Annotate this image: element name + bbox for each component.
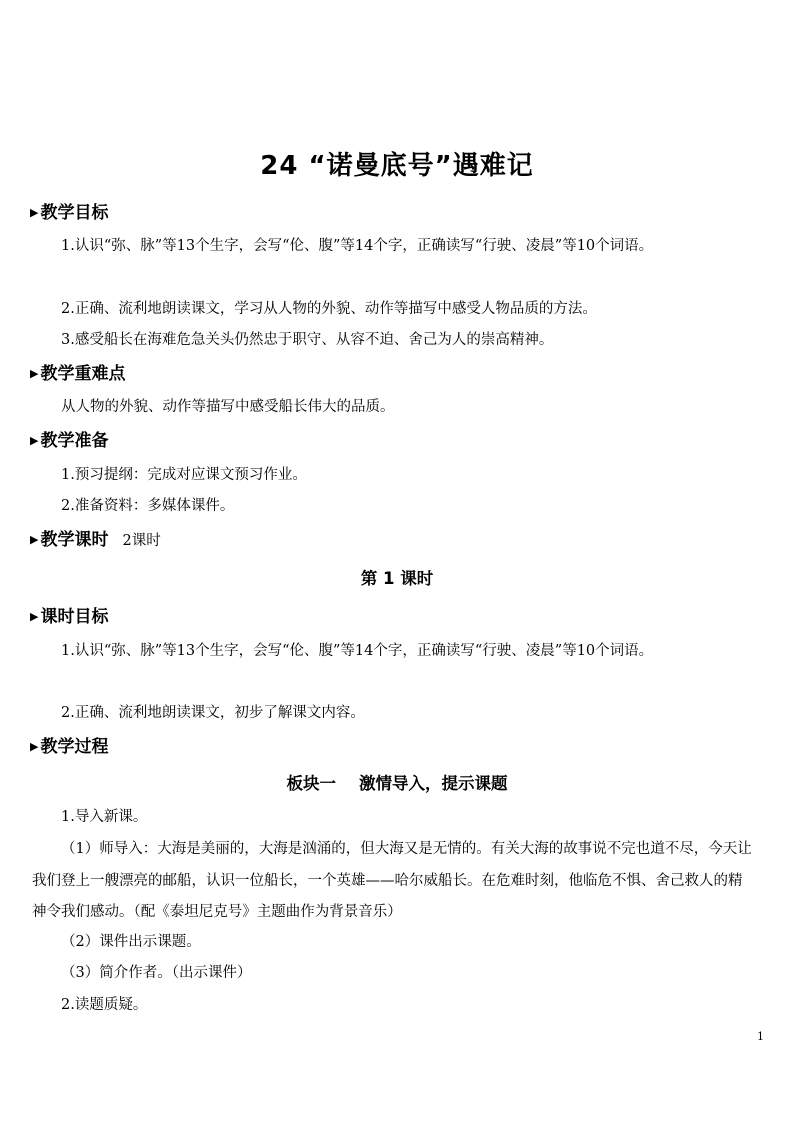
- preparation-item-2: 2.准备资料：多媒体课件。: [61, 498, 235, 514]
- triangle-bullet-icon: ▶: [30, 367, 39, 380]
- heading-teaching-process: ▶ 教学过程: [30, 737, 109, 757]
- teaching-hours-value: 2课时: [122, 533, 161, 549]
- goal-item-2: 2.正确、流利地朗读课文，学习从人物的外貌、动作等描写中感受人物品质的方法。: [61, 301, 597, 317]
- triangle-bullet-icon: ▶: [30, 610, 39, 623]
- page-title: 24 “诺曼底号”遇难记: [260, 151, 534, 181]
- triangle-bullet-icon: ▶: [30, 533, 39, 546]
- goal-item-1: 1.认识“弥、脉”等13个生字，会写“伦、腹”等14个字，正确读写“行驶、凌晨”等10个词语。: [61, 238, 654, 254]
- goal-item-3: 3.感受船长在海难危急关头仍然忠于职守、从容不迫、舍己为人的崇高精神。: [61, 332, 554, 348]
- lesson-1-title: 第 1 课时: [360, 569, 434, 588]
- heading-key-points: ▶ 教学重难点: [30, 364, 126, 384]
- key-point-item-1: 从人物的外貌、动作等描写中感受船长伟大的品质。: [61, 399, 395, 415]
- triangle-bullet-icon: ▶: [30, 206, 39, 219]
- heading-teaching-hours: ▶ 教学课时 2课时: [30, 530, 161, 550]
- lesson-goal-item-1: 1.认识“弥、脉”等13个生字，会写“伦、腹”等14个字，正确读写“行驶、凌晨”等10个词语。: [61, 643, 654, 659]
- triangle-bullet-icon: ▶: [30, 740, 39, 753]
- process-item-5: 2.读题质疑。: [61, 997, 148, 1013]
- preparation-item-1: 1.预习提纲：完成对应课文预习作业。: [61, 467, 307, 483]
- block-1-title: 板块一 激情导入，提示课题: [286, 774, 508, 793]
- process-item-4: （3）简介作者。（出示课件）: [61, 965, 252, 981]
- heading-preparation: ▶ 教学准备: [30, 431, 109, 451]
- process-item-3: （2）课件出示课题。: [61, 934, 201, 950]
- process-item-1: 1.导入新课。: [61, 809, 148, 825]
- process-item-2: （1）师导入：大海是美丽的，大海是汹涌的，但大海又是无情的。有关大海的故事说不完也道不尽，今天让我们登上一艘漂亮的邮船，认识一位船长，一个英雄——哈尔威船长。在危难时刻，他临危不惧、舍己救人的精神令我们感动。（配《泰坦尼克号》主题曲作为背景音乐）: [32, 841, 752, 920]
- heading-lesson-goals: ▶ 课时目标: [30, 607, 109, 627]
- heading-teaching-goals: ▶ 教学目标: [30, 203, 109, 223]
- page-number: 1: [757, 1030, 764, 1043]
- lesson-goal-item-2: 2.正确、流利地朗读课文，初步了解课文内容。: [61, 705, 365, 721]
- triangle-bullet-icon: ▶: [30, 434, 39, 447]
